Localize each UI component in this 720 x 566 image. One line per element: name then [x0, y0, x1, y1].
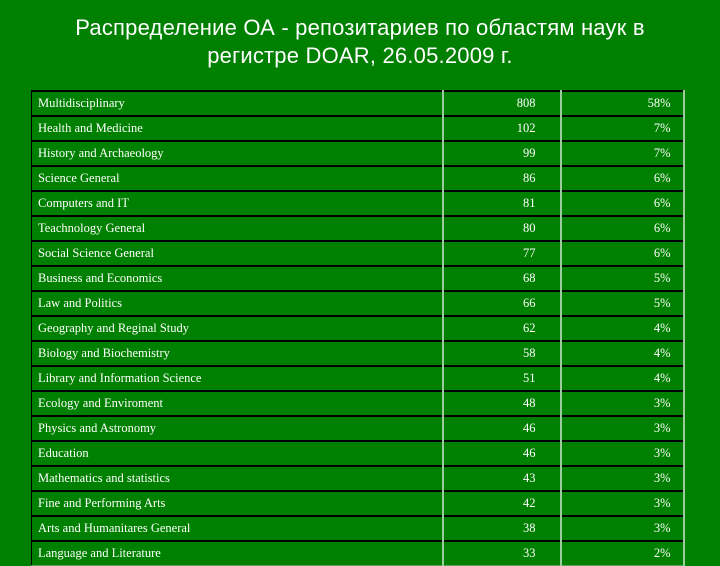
subject-cell: Library and Information Science: [32, 366, 443, 391]
table-body: [32, 91, 684, 566]
table-row: [32, 391, 684, 416]
subject-cell: Teachnology General: [32, 216, 443, 241]
table-row: [32, 91, 684, 116]
table-row: [32, 191, 684, 216]
title-line-1: Распределение ОА - репозитариев по областям наук в: [75, 15, 645, 40]
table-row: [32, 216, 684, 241]
count-cell: 808: [443, 91, 561, 116]
count-cell: 80: [443, 216, 561, 241]
count-cell: 42: [443, 491, 561, 516]
subject-cell: Health and Medicine: [32, 116, 443, 141]
count-cell: 62: [443, 316, 561, 341]
table-row: [32, 291, 684, 316]
count-cell: 48: [443, 391, 561, 416]
subject-cell: Science General: [32, 166, 443, 191]
count-cell: 46: [443, 441, 561, 466]
count-cell: 86: [443, 166, 561, 191]
count-cell: 46: [443, 416, 561, 441]
count-cell: 38: [443, 516, 561, 541]
count-cell: 43: [443, 466, 561, 491]
percent-cell: 4%: [561, 341, 684, 366]
percent-cell: 5%: [561, 291, 684, 316]
count-cell: 77: [443, 241, 561, 266]
subject-cell: Mathematics and statistics: [32, 466, 443, 491]
subject-cell: Biology and Biochemistry: [32, 341, 443, 366]
subject-cell: History and Archaeology: [32, 141, 443, 166]
subject-cell: Social Science General: [32, 241, 443, 266]
subject-cell: Geography and Reginal Study: [32, 316, 443, 341]
table-row: [32, 416, 684, 441]
percent-cell: 6%: [561, 216, 684, 241]
subject-cell: Fine and Performing Arts: [32, 491, 443, 516]
table-row: [32, 116, 684, 141]
percent-cell: 3%: [561, 466, 684, 491]
percent-cell: 58%: [561, 91, 684, 116]
table-row: [32, 466, 684, 491]
percent-cell: 3%: [561, 416, 684, 441]
percent-cell: 6%: [561, 241, 684, 266]
table-row: [32, 541, 684, 566]
count-cell: 66: [443, 291, 561, 316]
subject-cell: Language and Literature: [32, 541, 443, 566]
percent-cell: 2%: [561, 541, 684, 566]
table-row: [32, 241, 684, 266]
page-title: [40, 14, 680, 70]
percent-cell: 3%: [561, 441, 684, 466]
count-cell: 58: [443, 341, 561, 366]
subject-cell: Business and Economics: [32, 266, 443, 291]
percent-cell: 3%: [561, 391, 684, 416]
repository-table: [31, 90, 685, 566]
count-cell: 68: [443, 266, 561, 291]
percent-cell: 6%: [561, 166, 684, 191]
percent-cell: 5%: [561, 266, 684, 291]
subject-cell: Multidisciplinary: [32, 91, 443, 116]
count-cell: 33: [443, 541, 561, 566]
percent-cell: 6%: [561, 191, 684, 216]
subject-cell: Arts and Humanitares General: [32, 516, 443, 541]
percent-cell: 7%: [561, 116, 684, 141]
table-row: [32, 166, 684, 191]
subject-cell: Law and Politics: [32, 291, 443, 316]
percent-cell: 7%: [561, 141, 684, 166]
subject-cell: Computers and IT: [32, 191, 443, 216]
table-row: [32, 316, 684, 341]
table-row: [32, 491, 684, 516]
count-cell: 51: [443, 366, 561, 391]
percent-cell: 4%: [561, 366, 684, 391]
subject-cell: Education: [32, 441, 443, 466]
count-cell: 102: [443, 116, 561, 141]
count-cell: 81: [443, 191, 561, 216]
table-row: [32, 366, 684, 391]
table-row: [32, 266, 684, 291]
table-row: [32, 341, 684, 366]
subject-cell: Physics and Astronomy: [32, 416, 443, 441]
count-cell: 99: [443, 141, 561, 166]
subject-cell: Ecology and Enviroment: [32, 391, 443, 416]
percent-cell: 3%: [561, 516, 684, 541]
table-row: [32, 516, 684, 541]
percent-cell: 3%: [561, 491, 684, 516]
table-row: [32, 441, 684, 466]
table-row: [32, 141, 684, 166]
percent-cell: 4%: [561, 316, 684, 341]
title-line-2: регистре DOAR, 26.05.2009 г.: [207, 43, 513, 68]
